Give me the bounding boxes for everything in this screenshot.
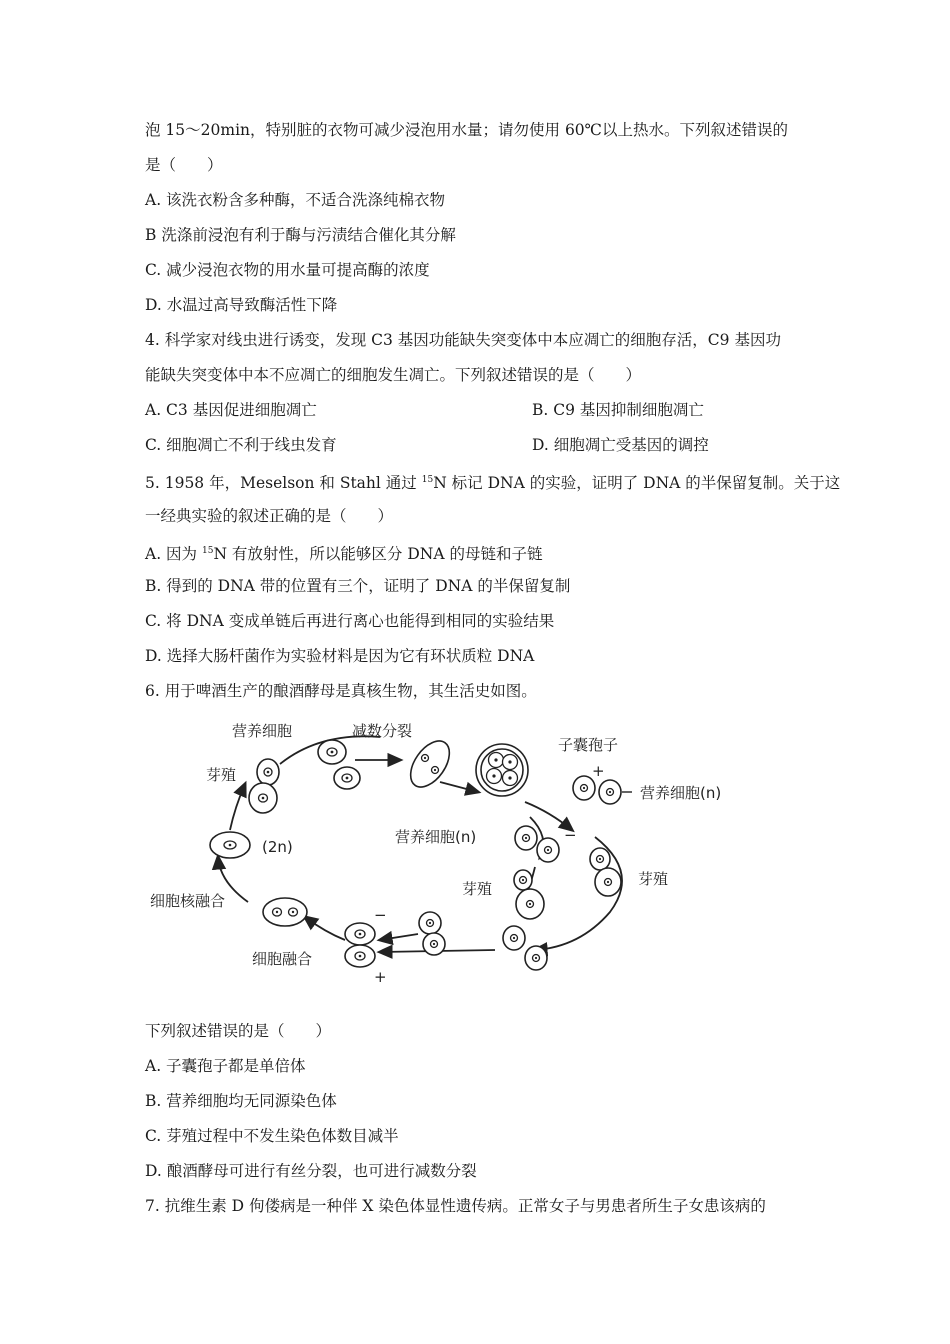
q4-option-c: C. 细胞凋亡不利于线虫发育 [145,436,337,454]
budding-cell-right [590,848,621,896]
label-ascospore: 子囊孢子 [558,736,619,754]
q6-option-c: C. 芽殖过程中不发生染色体数目减半 [145,1127,399,1145]
nuclear-fusion-cell [263,898,307,926]
sign-plus-fusion: + [374,968,387,982]
q3-option-c: C. 减少浸泡衣物的用水量可提高酶的浓度 [145,261,430,279]
cycle-arrow-to-fusion-top [380,934,418,940]
q3-option-d: D. 水温过高导致酶活性下降 [145,296,338,314]
q3-stem-line1: 泡 15～20min，特别脏的衣物可减少浸泡用水量；请勿使用 60℃以上热水。下列叙述错误的 [145,121,789,139]
cycle-arrow-fusion-left [305,917,345,940]
label-meiosis: 减数分裂 [352,722,413,740]
label-budding-right: 芽殖 [638,870,669,888]
q4-stem-line2: 能缺失突变体中本不应凋亡的细胞发生凋亡。下列叙述错误的是（ ） [145,366,642,384]
cell-fusion-pair [345,923,375,967]
label-budding-mid: 芽殖 [462,880,493,898]
vegetative-cells-middle [515,826,559,862]
q6-option-a: A. 子囊孢子都是单倍体 [145,1057,306,1075]
label-2n: (2n) [262,838,293,856]
q6-stem-line1: 6. 用于啤酒生产的酿酒酵母是真核生物，其生活史如图。 [145,682,537,700]
q3-option-b: B 洗涤前浸泡有利于酶与污渍结合催化其分解 [145,226,456,244]
yeast-life-cycle-diagram [140,712,760,982]
q6-option-d: D. 酿酒酵母可进行有丝分裂，也可进行减数分裂 [145,1162,477,1180]
q5-option-a: A. 因为 $^{15}$N 有放射性，所以能够区分 DNA 的母链和子链 [145,545,543,563]
budding-cell-left [249,759,279,813]
q4-stem-line1: 4. 科学家对线虫进行诱变，发现 C3 基因功能缺失突变体中本应凋亡的细胞存活，C9 基因功 [145,331,781,349]
q7-stem-line1: 7. 抗维生素 D 佝偻病是一种伴 X 染色体显性遗传病。正常女子与男患者所生子女患该病的 [145,1197,766,1215]
q4-option-a: A. C3 基因促进细胞凋亡 [145,401,317,419]
q3-option-a: A. 该洗衣粉含多种酶，不适合洗涤纯棉衣物 [145,191,446,209]
sign-minus-fusion: − [374,906,387,924]
q5-stem-line2: 一经典实验的叙述正确的是（ ） [145,507,394,525]
q5-option-d: D. 选择大肠杆菌作为实验材料是因为它有环状质粒 DNA [145,647,535,665]
cells-bottom-right [503,926,547,970]
q5-option-b: B. 得到的 DNA 带的位置有三个，证明了 DNA 的半保留复制 [145,577,571,595]
label-vegetative-n-mid: 营养细胞(n) [395,828,477,846]
label-nuclear-fusion: 细胞核融合 [150,892,226,910]
vegetative-cells-right [573,776,632,804]
cycle-arrow-to-ascus [440,782,478,792]
label-cell-fusion: 细胞融合 [252,950,313,968]
cells-bottom-middle [419,912,445,955]
sign-minus-mid: − [564,826,577,844]
budding-cell-middle [514,870,544,919]
label-vegetative-cell: 营养细胞 [232,722,293,740]
q3-stem-line2: 是（ ） [145,156,223,174]
sign-plus-right: + [592,762,605,780]
ascus-with-ascospores [476,744,528,796]
q5-option-c: C. 将 DNA 变成单链后再进行离心也能得到相同的实验结果 [145,612,555,630]
label-budding-left: 芽殖 [206,766,237,784]
q5-stem-line1: 5. 1958 年，Meselson 和 Stahl 通过 $^{15}$N 标记 DNA 的实验，证明了 DNA 的半保留复制。关于这 [145,474,841,492]
q4-option-d: D. 细胞凋亡受基因的调控 [532,436,709,454]
q6-stem-line2: 下列叙述错误的是（ ） [145,1022,332,1040]
q4-option-b: B. C9 基因抑制细胞凋亡 [532,401,704,419]
label-vegetative-n-right: 营养细胞(n) [640,784,722,802]
cycle-arrow-2n-up [230,784,245,830]
q6-option-b: B. 营养细胞均无同源染色体 [145,1092,337,1110]
vegetative-cell-pair [318,740,360,789]
diploid-cell [210,832,250,858]
